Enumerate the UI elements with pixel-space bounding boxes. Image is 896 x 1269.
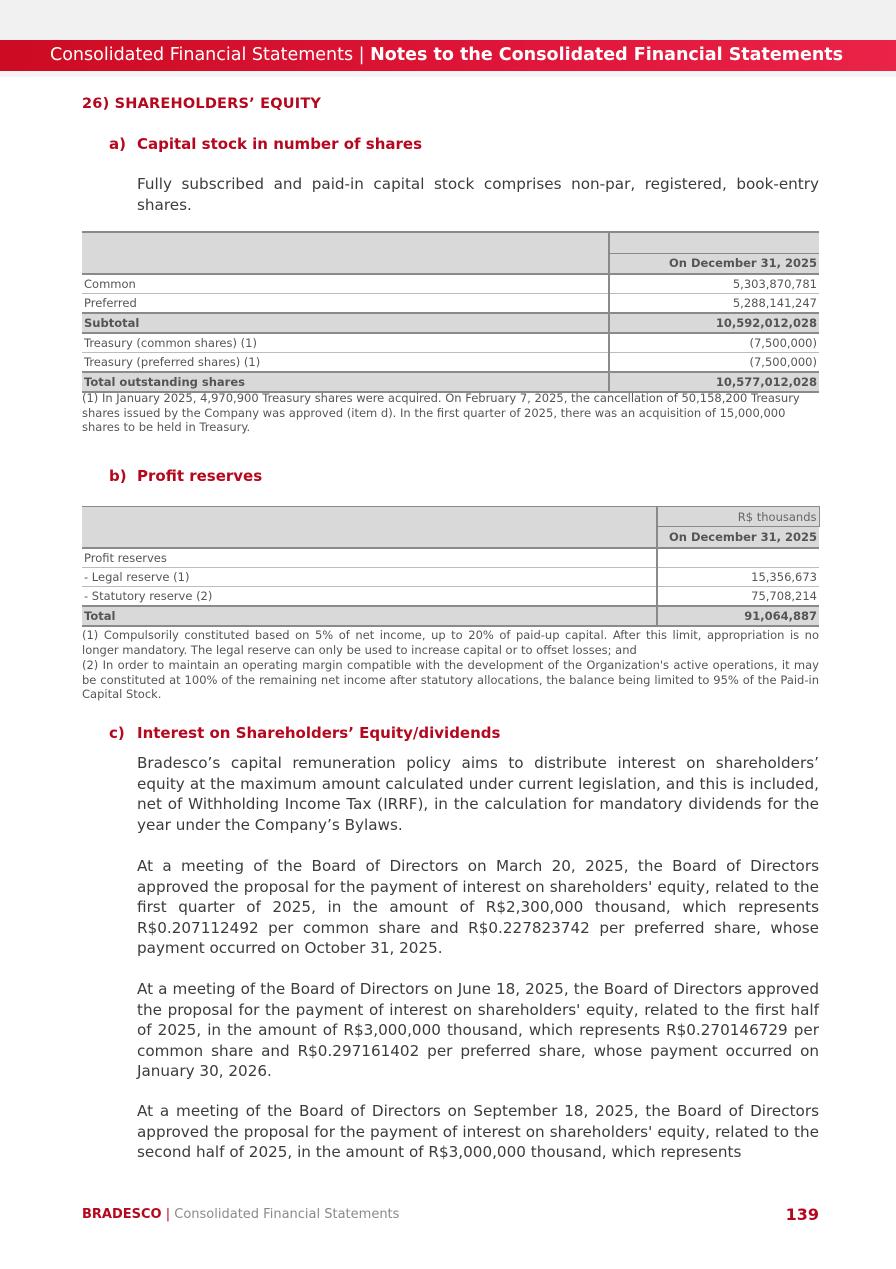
row-value: (7,500,000) bbox=[609, 333, 819, 353]
banner-shadow bbox=[0, 71, 896, 77]
table-row bbox=[82, 548, 819, 568]
row-label: Total outstanding shares bbox=[82, 372, 609, 392]
row-value: 10,592,012,028 bbox=[609, 313, 819, 333]
subsection-a-title: Capital stock in number of shares bbox=[137, 135, 422, 153]
subtotal-row bbox=[82, 313, 819, 333]
capital-stock-footnote: (1) In January 2025, 4,970,900 Treasury shares were acquired. On February 7, 2025, the cancellation of 50,158,200 Treasury shares issued by the Company was approved (item d). In the first quarter of 2025, there was an acquisition of 15,000,000 shares to be held in Treasury. bbox=[82, 391, 800, 434]
table-row bbox=[82, 568, 819, 587]
table-header-row bbox=[82, 232, 819, 253]
subsection-b-title: Profit reserves bbox=[137, 467, 263, 485]
total-row bbox=[82, 606, 819, 626]
table-row bbox=[82, 333, 819, 353]
subsection-c-heading bbox=[109, 724, 500, 742]
footer-brand: BRADESCO bbox=[82, 1207, 162, 1222]
row-value bbox=[657, 548, 819, 568]
total-row bbox=[82, 372, 819, 392]
interest-paragraph-4: At a meeting of the Board of Directors on September 18, 2025, the Board of Directors approved the proposal for the payment of interest on shareholders' equity, related to the second half of 2025, in the amount of R$3,000,000 thousand, which represents bbox=[137, 1102, 819, 1161]
row-value: 5,303,870,781 bbox=[609, 274, 819, 294]
subsection-c-title: Interest on Shareholders’ Equity/dividends bbox=[137, 724, 501, 742]
top-strip bbox=[0, 0, 896, 40]
row-label: - Legal reserve (1) bbox=[82, 568, 657, 587]
capital-stock-table bbox=[82, 231, 819, 393]
table-row bbox=[82, 353, 819, 373]
header-blank-cell bbox=[82, 232, 609, 274]
table-row bbox=[82, 274, 819, 294]
row-value: 5,288,141,247 bbox=[609, 294, 819, 314]
subsection-a-letter: a) bbox=[109, 135, 126, 153]
row-value: 10,577,012,028 bbox=[609, 372, 819, 392]
row-label: Subtotal bbox=[82, 313, 609, 333]
footer-separator: | bbox=[161, 1207, 175, 1222]
row-label: Preferred bbox=[82, 294, 609, 314]
profit-reserves-table bbox=[82, 506, 820, 627]
interest-paragraph-2: At a meeting of the Board of Directors on March 20, 2025, the Board of Directors approved the proposal for the payment of interest on shareholders' equity, related to the first quarter of 2025, in the amount of R$2,300,000 thousand, which represents R$0.207112492 per common share and R$0.227823742 per preferred share, whose payment occurred on October 31, 2025. bbox=[137, 857, 819, 957]
footer-text: Consolidated Financial Statements bbox=[174, 1207, 400, 1222]
header-blank-cell bbox=[82, 507, 657, 549]
profit-reserves-footnote-2: (2) In order to maintain an operating margin compatible with the development of the Organization's active operations, it may be constituted at 100% of the remaining net income after statutory allocations, the balance being limited to 95% of the Paid-in Capital Stock. bbox=[82, 658, 819, 701]
subsection-b-heading bbox=[109, 467, 262, 485]
profit-reserves-footnote-1: (1) Compulsorily constituted based on 5% of net income, up to 20% of paid-up capital. After this limit, appropriation is no longer mandatory. The legal reserve can only be used to increase capital or to offset losses; and bbox=[82, 628, 819, 657]
row-label: Profit reserves bbox=[82, 548, 657, 568]
row-label: - Statutory reserve (2) bbox=[82, 587, 657, 607]
page-footer bbox=[82, 1207, 399, 1222]
interest-paragraph-1: Bradesco’s capital remuneration policy aims to distribute interest on shareholders’ equity at the maximum amount calculated under current legislation, and this is included, net of Withholding Income Tax (IRRF), in the calculation for mandatory dividends for the year under the Company’s Bylaws. bbox=[137, 754, 819, 834]
subsection-b-letter: b) bbox=[109, 467, 127, 485]
interest-paragraph-3: At a meeting of the Board of Directors on June 18, 2025, the Board of Directors approved the proposal for the payment of interest on shareholders' equity, related to the first half of 2025, in the amount of R$3,000,000 thousand, which represents R$0.270146729 per common share and R$0.297161402 per preferred share, whose payment occurred on January 30, 2026. bbox=[137, 980, 819, 1080]
table-header-row bbox=[82, 507, 819, 527]
row-value: 75,708,214 bbox=[657, 587, 819, 607]
table-row bbox=[82, 294, 819, 314]
unit-label: R$ thousands bbox=[657, 507, 819, 527]
page-header-banner bbox=[0, 40, 896, 71]
row-label: Treasury (common shares) (1) bbox=[82, 333, 609, 353]
header-top-cell bbox=[609, 232, 819, 253]
section-title: 26) SHAREHOLDERS’ EQUITY bbox=[82, 96, 322, 112]
column-header: On December 31, 2025 bbox=[609, 253, 819, 274]
row-value: 91,064,887 bbox=[657, 606, 819, 626]
row-label: Treasury (preferred shares) (1) bbox=[82, 353, 609, 373]
row-value: (7,500,000) bbox=[609, 353, 819, 373]
subsection-a-heading bbox=[109, 135, 422, 153]
subsection-c-letter: c) bbox=[109, 724, 125, 742]
capital-stock-paragraph: Fully subscribed and paid-in capital stock comprises non-par, registered, book-entry shares. bbox=[137, 175, 819, 214]
row-label: Total bbox=[82, 606, 657, 626]
row-label: Common bbox=[82, 274, 609, 294]
header-prefix: Consolidated Financial Statements | bbox=[50, 45, 371, 65]
page-number: 139 bbox=[785, 1205, 819, 1224]
header-title: Notes to the Consolidated Financial Statements bbox=[370, 45, 844, 65]
table-row bbox=[82, 587, 819, 607]
row-value: 15,356,673 bbox=[657, 568, 819, 587]
column-header: On December 31, 2025 bbox=[657, 527, 819, 548]
